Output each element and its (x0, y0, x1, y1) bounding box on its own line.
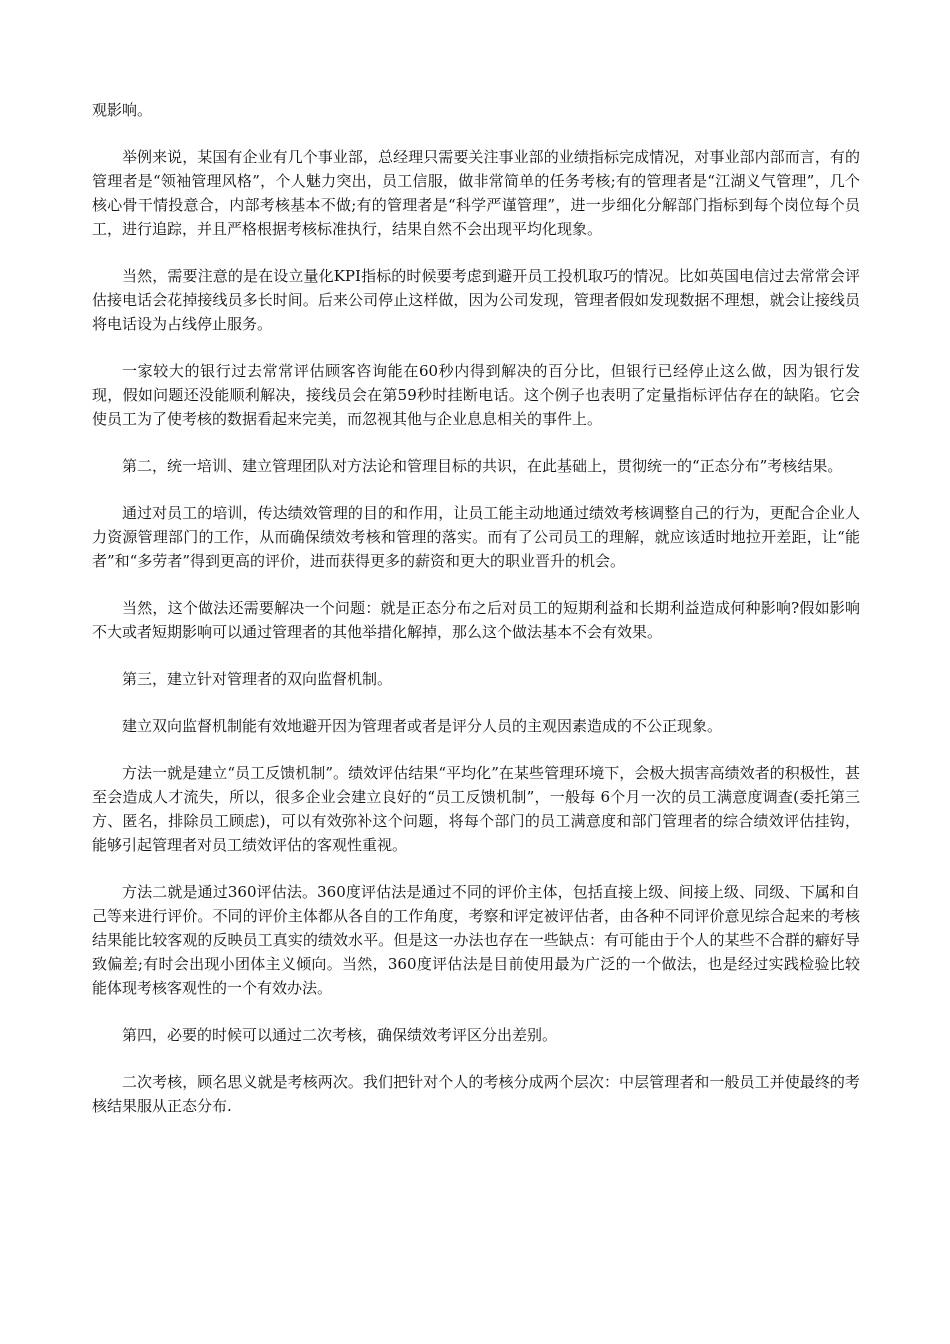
paragraph: 方法一就是建立“员工反馈机制”。绩效评估结果“平均化”在某些管理环境下，会极大损害高绩效者的积极性，甚至会造成人才流失，所以，很多企业会建立良好的“员工反馈机制”，一般每 6个月一次的员工满意度调查(委托第三方、匿名，排除员工顾虑)，可以有效弥补这个问题，将每个部门的员工满意度和部门管理者的综合绩效评估挂钩，能够引起管理者对员工绩效评估的客观性重视。 (92, 764, 860, 854)
paragraph: 建立双向监督机制能有效地避开因为管理者或者是评分人员的主观因素造成的不公正现象。 (122, 717, 723, 735)
paragraph: 当然，这个做法还需要解决一个问题：就是正态分布之后对员工的短期利益和长期利益造成何种影响?假如影响不大或者短期影响可以通过管理者的其他举措化解掉，那么这个做法基本不会有效果。 (92, 599, 860, 641)
paragraph: 观影响。 (92, 101, 153, 119)
paragraph: 第三，建立针对管理者的双向监督机制。 (122, 670, 393, 688)
paragraph: 第四，必要的时候可以通过二次考核，确保绩效考评区分出差别。 (122, 1026, 558, 1044)
paragraph: 举例来说，某国有企业有几个事业部，总经理只需要关注事业部的业绩指标完成情况，对事业部内部而言，有的管理者是“领袖管理风格”，个人魅力突出，员工信服，做非常简单的任务考核;有的管理者是“江湖义气管理”，几个核心骨干情投意合，内部考核基本不做;有的管理者是“科学严谨管理”，进一步细化分解部门指标到每个岗位每个员工，进行追踪，并且严格根据考核标准执行，结果自然不会出现平均化现象。 (92, 148, 860, 238)
paragraph: 第二，统一培训、建立管理团队对方法论和管理目标的共识，在此基础上，贯彻统一的“正态分布”考核结果。 (122, 457, 843, 475)
paragraph: 二次考核，顾名思义就是考核两次。我们把针对个人的考核分成两个层次：中层管理者和一般员工并使最终的考核结果服从正态分布. (92, 1073, 860, 1115)
paragraph: 当然，需要注意的是在设立量化KPI指标的时候要考虑到避开员工投机取巧的情况。比如英国电信过去常常会评估接电话会花掉接线员多长时间。后来公司停止这样做，因为公司发现，管理者假如发现数据不理想，就会让接线员将电话设为占线停止服务。 (92, 267, 860, 333)
document-page (92, 98, 860, 1141)
paragraph: 通过对员工的培训，传达绩效管理的目的和作用，让员工能主动地通过绩效考核调整自己的行为，更配合企业人力资源管理部门的工作，从而确保绩效考核和管理的落实。而有了公司员工的理解，就应该适时地拉开差距，让“能者”和“多劳者”得到更高的评价，进而获得更多的薪资和更大的职业晋升的机会。 (92, 504, 860, 570)
paragraph: 方法二就是通过360评估法。360度评估法是通过不同的评价主体，包括直接上级、间接上级、同级、下属和自己等来进行评价。不同的评价主体都从各自的工作角度，考察和评定被评估者，由各种不同评价意见综合起来的考核结果能比较客观的反映员工真实的绩效水平。但是这一办法也存在一些缺点：有可能由于个人的某些不合群的癖好导致偏差;有时会出现小团体主义倾向。当然，360度评估法是目前使用最为广泛的一个做法，也是经过实践检验比较能体现考核客观性的一个有效办法。 (92, 883, 860, 997)
paragraph: 一家较大的银行过去常常评估顾客咨询能在60秒内得到解决的百分比，但银行已经停止这么做，因为银行发现，假如问题还没能顺利解决，接线员会在第59秒时挂断电话。这个例子也表明了定量指标评估存在的缺陷。它会使员工为了使考核的数据看起来完美，而忽视其他与企业息息相关的事件上。 (92, 362, 860, 428)
